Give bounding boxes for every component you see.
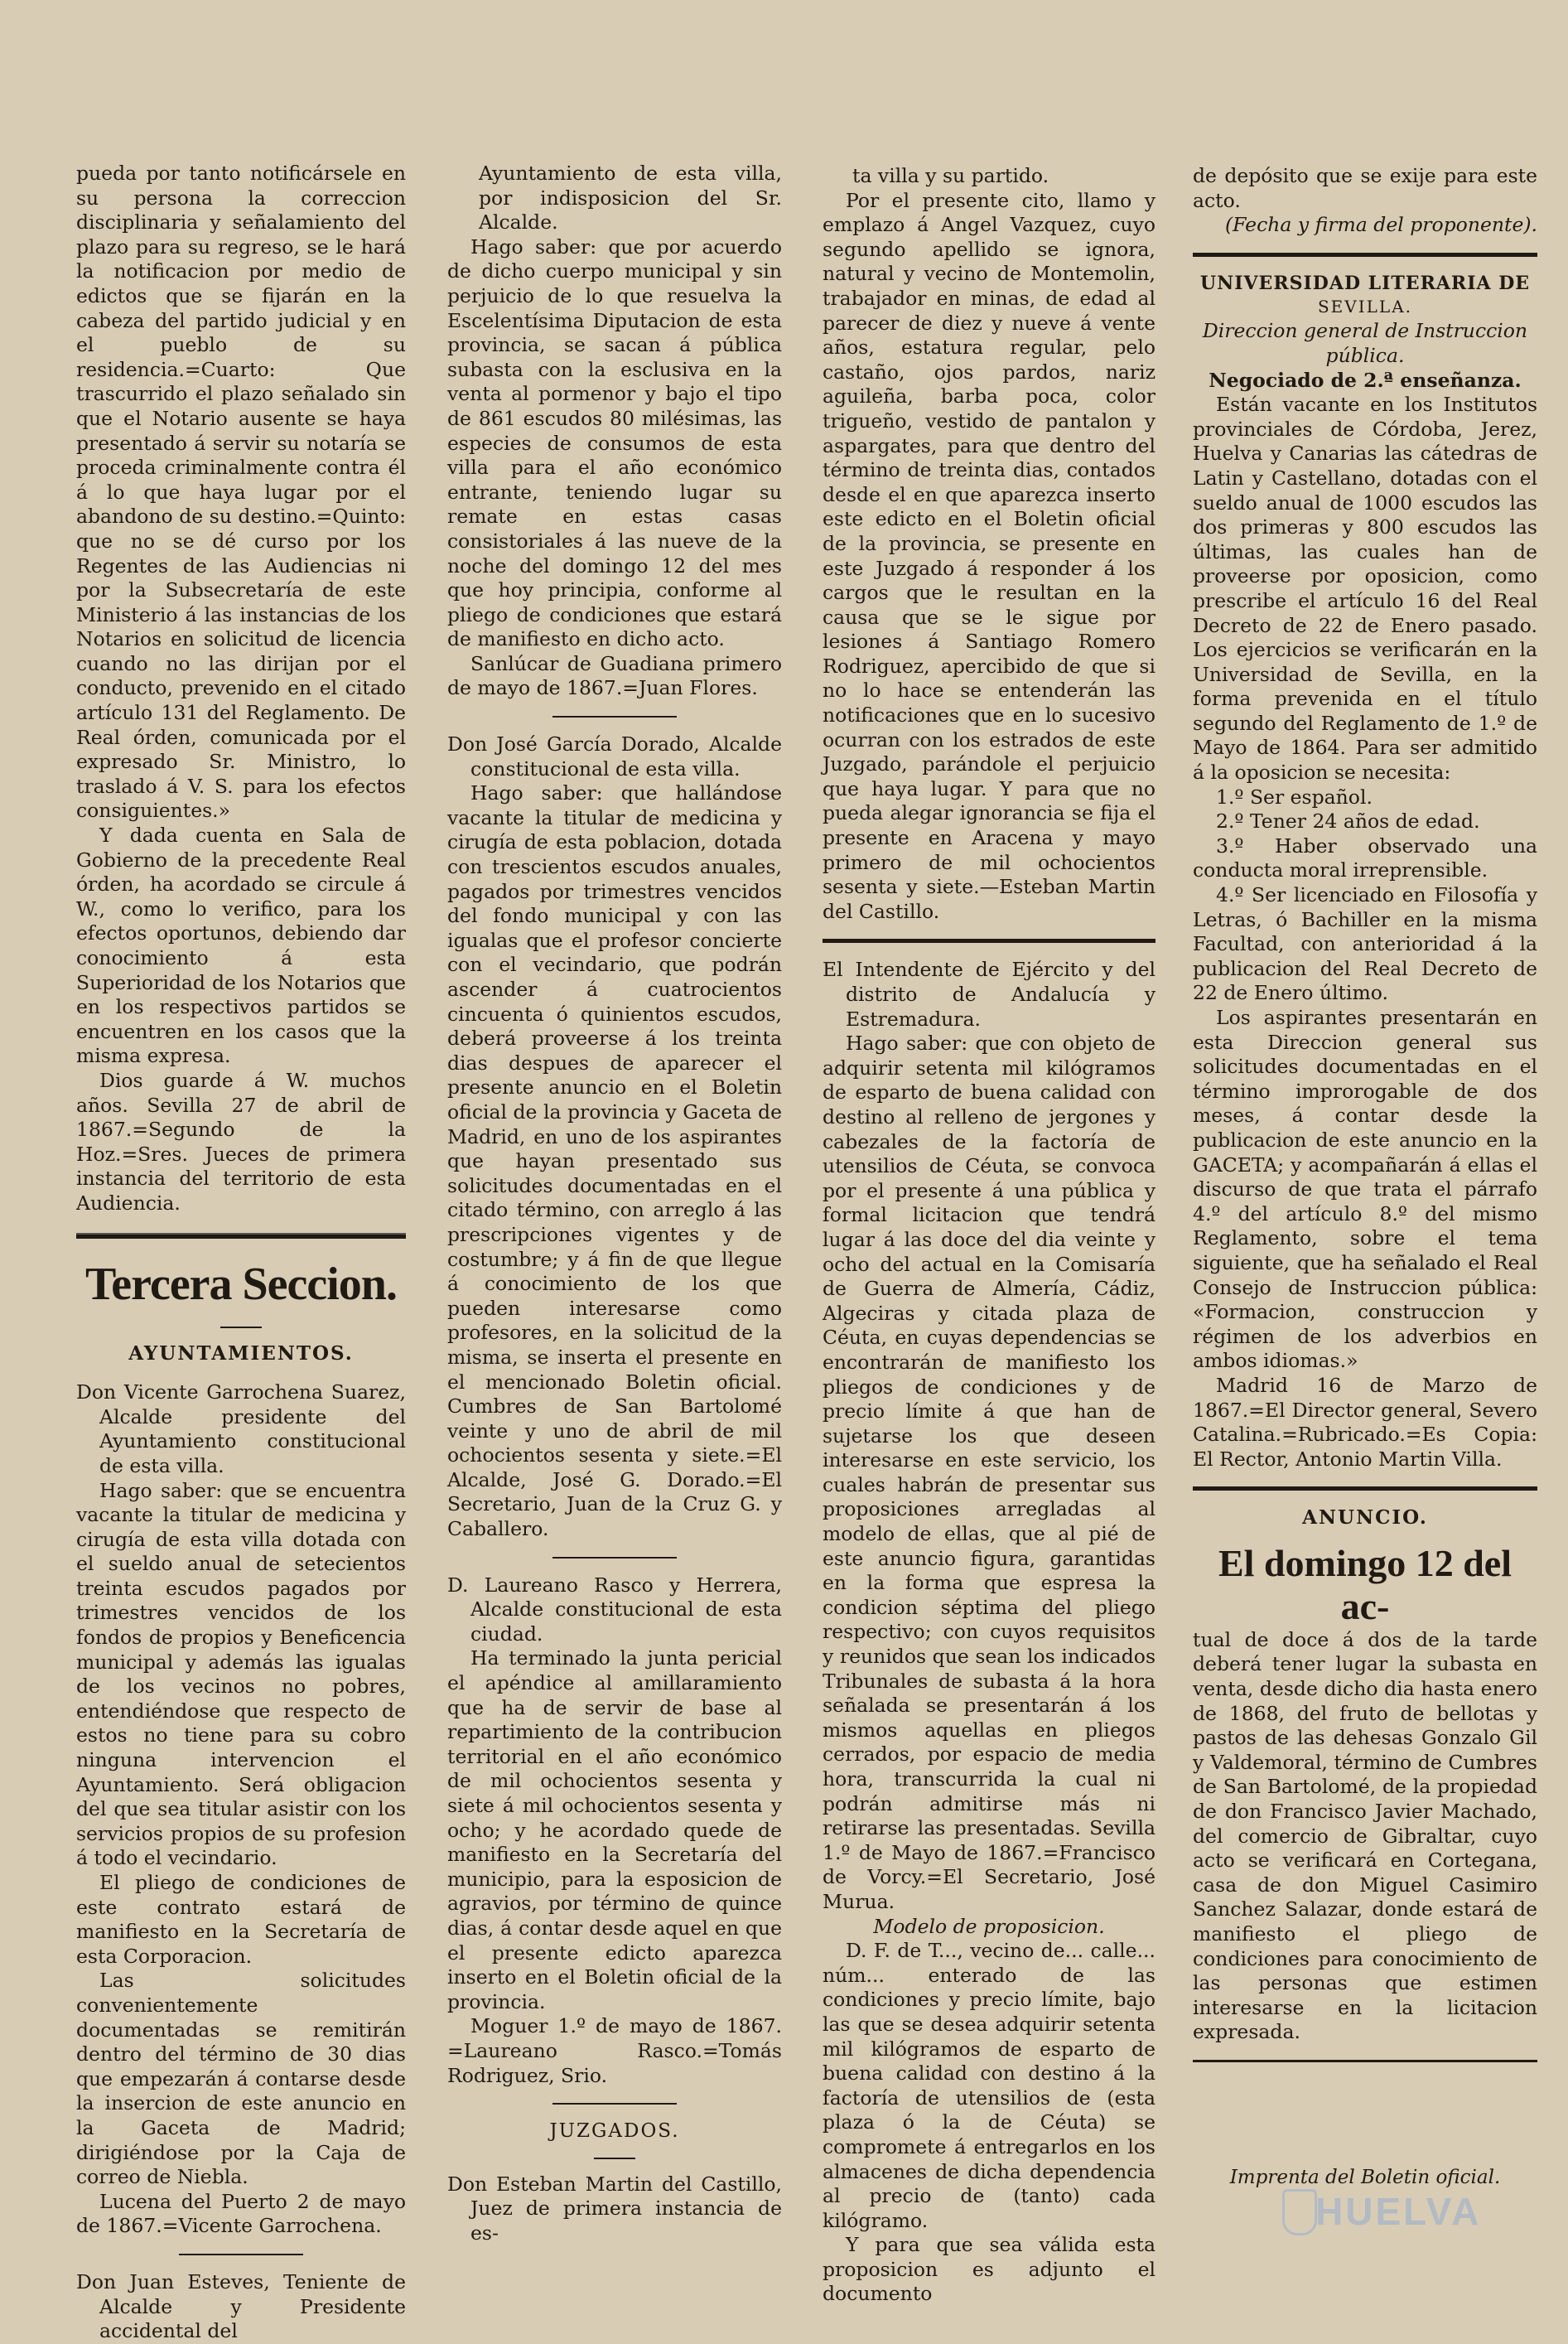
paragraph: Están vacante en los Institutos provinciales de Córdoba, Jerez, Huelva y Canarias las cátedras de Latin y Castellano, dotadas con el sueldo anual de 1000 escudos las dos primeras y 800 escudos las últimas, las cuales han de proveerse por oposicion, como prescribe el artículo 16 del Real Decreto de 22 de Enero pasado. Los ejercicios se verificarán en la Universidad de Sevilla, en la forma prevenida en el título segundo del Reglamento de 1.º de Mayo de 1864. Para ser admitido á la oposicion se necesita:: [1193, 393, 1537, 785]
paragraph: Don José García Dorado, Alcalde constitucional de esta villa.: [447, 732, 782, 781]
divider: [1193, 1486, 1537, 1491]
signature-note: (Fecha y firma del proponente).: [1224, 213, 1537, 237]
section-heading: ANUNCIO.: [1302, 1506, 1428, 1530]
divider: [220, 1327, 262, 1328]
paragraph: Moguer 1.º de mayo de 1867. =Laureano Rasco.=Tomás Rodriguez, Srio.: [447, 2014, 782, 2087]
paragraph: Por el presente cito, llamo y emplazo á Angel Vazquez, cuyo segundo apellido se ignora, natural y vecino de Montemolin, trabajador en minas, de edad al parecer de diez y nueve á vente años, estatura regular, pelo castaño, ojos pardos, nariz aguileña, barba poca, color trigueño, vestido de pantalon y aspargates, para que dentro del término de treinta dias, contados desde el en que aparezca inserto este edicto en el Boletin oficial de la provincia, se presente en este Juzgado á responder á los cargos que le resultan en la causa que se le sigue por lesiones á Santiago Romero Rodriguez, apercibido de que si no lo hace se entenderán las notificaciones que en lo sucesivo ocurran con los estrados de este Juzgado, parándole el perjuicio que haya lugar. Y para que no pueda alegar ignorancia se fija el presente en Aracena y mayo primero de mil ochocientos sesenta y siete.—Esteban Martin del Castillo.: [823, 188, 1155, 923]
divider: [552, 1557, 677, 1559]
paragraph: Ayuntamiento de esta villa, por indisposicion del Sr. Alcalde.: [479, 162, 782, 234]
divider: [594, 2158, 635, 2159]
paragraph: Don Esteban Martin del Castillo, Juez de primera instancia de es-: [447, 2172, 782, 2245]
divider: [1193, 253, 1537, 257]
divider: [179, 2254, 303, 2255]
paragraph: Las solicitudes convenientemente documentadas se remitirán dentro del término de 30 dias que empezarán á contarse desde la insercion de este anuncio en la Gaceta de Madrid; dirigiéndose por la Caja de correo de Niebla.: [76, 1969, 406, 2189]
paragraph: Sanlúcar de Guadiana primero de mayo de 1867.=Juan Flores.: [447, 651, 782, 700]
paragraph: El pliego de condiciones de este contrato estará de manifiesto en la Secretaría de esta Corporacion.: [76, 1871, 406, 1968]
column-1: [76, 162, 406, 2344]
section-heading: AYUNTAMIENTOS.: [128, 1341, 354, 1365]
paragraph: D. F. de T..., vecino de... calle... núm... enterado de las condiciones y precio límite, bajo las que se desea adquirir setenta mil kilógramos de esparto de buena calidad con destino á la factoría de utensilios de (esta plaza ó la de Céuta) se compromete á entregarlos en los almacenes de dicha dependencia al precio de (tanto) cada kilógramo.: [823, 1939, 1155, 2232]
direction-title: Direccion general de Instruccion pública.: [1202, 319, 1528, 367]
paragraph: de depósito que se exije para este acto.: [1193, 164, 1537, 212]
paragraph: Hago saber: que se encuentra vacante la titular de medicina y cirugía de esta villa dotada con el sueldo anual de setecientos treinta escudos pagados por trimestres vencidos de los fondos de propios y Beneficencia municipal y además las igualas de los vecinos no pobres, entendiéndose que respecto de estos no tiene para su cobro ninguna intervencion el Ayuntamiento. Será obligacion del que sea titular asistir con los servicios propios de su profesion á todo el vecindario.: [76, 1478, 406, 1870]
university-title: UNIVERSIDAD LITERARIA DE: [1199, 272, 1531, 294]
divider: [823, 939, 1155, 943]
negociado-title: Negociado de 2.ª enseñanza.: [1209, 368, 1522, 392]
section-heading: JUZGADOS.: [549, 2120, 680, 2143]
paragraph: Madrid 16 de Marzo de 1867.=El Director general, Severo Catalina.=Rubricado.=Es Copia: El Rector, Antonio Martin Villa.: [1193, 1373, 1537, 1471]
paragraph: Lucena del Puerto 2 de mayo de 1867.=Vicente Garrochena.: [76, 2189, 406, 2238]
paragraph: Y dada cuenta en Sala de Gobierno de la precedente Real órden, ha acordado se circule á W., como lo verifico, para los efectos oportunos, debiendo dar conocimiento á esta Superioridad de los Notarios que en los respectivos partidos se encuentren en los casos que la misma expresa.: [76, 824, 406, 1068]
divider: [76, 1233, 406, 1239]
watermark: HUELVA: [1315, 2190, 1482, 2233]
column-3: [823, 164, 1155, 2307]
model-title: Modelo de proposicion.: [873, 1914, 1105, 1938]
announcement-headline: El domingo 12 del ac-: [1218, 1541, 1512, 1627]
paragraph: Dios guarde á W. muchos años. Sevilla 27 de abril de 1867.=Segundo de la Hoz.=Sres. Jueces de primera instancia del territorio de esta Audiencia.: [76, 1068, 406, 1215]
column-4: [1193, 164, 1537, 2077]
divider: [552, 716, 677, 718]
paragraph: Don Juan Esteves, Teniente de Alcalde y Presidente accidental del: [76, 2269, 406, 2343]
paragraph: ta villa y su partido.: [852, 164, 1049, 187]
requirement: 4.º Ser licenciado en Filosofía y Letras, ó Bachiller en la misma Facultad, con anterioridad á la publicacion del Real Decreto de 22 de Enero último.: [1193, 883, 1537, 1005]
requirement: 1.º Ser español.: [1216, 785, 1373, 809]
divider: [552, 2103, 677, 2105]
section-title: Tercera Seccion.: [85, 1258, 397, 1310]
paragraph: Hago saber: que por acuerdo de dicho cuerpo municipal y sin perjuicio de lo que resuelva la Escelentísima Diputacion de esta provincia, se sacan á pública subasta con la esclusiva en la venta al pormenor y bajo el tipo de 861 escudos 80 milésimas, las especies de consumos de esta villa para el año económico entrante, teniendo lugar su remate en estas casas consistoriales á las nueve de la noche del domingo 12 del mes que hoy principia, conforme al pliego de condiciones que estará de manifiesto en dicho acto.: [447, 234, 782, 651]
paragraph: Ha terminado la junta pericial el apéndice al amillaramiento que ha de servir de base al repartimiento de la contribucion territorial en el año económico de mil ochocientos sesenta y siete á mil ochocientos sesenta y ocho; y he acordado quede de manifiesto en la Secretaría del municipio, para la esposicion de agravios, por término de quince dias, á contar desde aquel en que el presente edicto aparezca inserto en el Boletin oficial de la provincia.: [447, 1646, 782, 2013]
paragraph: Don Vicente Garrochena Suarez, Alcalde presidente del Ayuntamiento constitucional de esta villa.: [76, 1380, 406, 1477]
crest-icon: [1282, 2189, 1317, 2235]
paragraph: El Intendente de Ejército y del distrito de Andalucía y Estremadura.: [823, 958, 1155, 1031]
paragraph: pueda por tanto notificársele en su persona la correccion disciplinaria y señalamiento del plazo para su regreso, se le hará la notificacion por medio de edictos que se fijarán en la cabeza del partido judicial y en el pueblo de su residencia.=Cuarto: Que trascurrido el plazo señalado sin que el Notario ausente se haya presentado á servir su notaría se proceda criminalmente contra él á lo que haya lugar por el abandono de su destino.=Quinto: que no se dé curso por los Regentes de las Audiencias ni por la Subsecretaría de este Ministerio á las instancias de los Notarios en solicitud de licencia cuando no las dirijan por el conducto, prevenido en el citado artículo 131 del Reglamento. De Real órden, comunicada por el expresado Sr. Ministro, lo traslado á V. S. para los efectos consiguientes.»: [76, 162, 406, 823]
paragraph: Los aspirantes presentarán en esta Direccion general sus solicitudes documentadas en el término improrogable de dos meses, á contar desde la publicacion de este anuncio en la GACETA; y acompañarán á ellas el discurso de que trata el párrafo 4.º del artículo 8.º del mismo Reglamento, sobre el tema siguiente, que ha señalado el Real Consejo de Instruccion pública: «Formacion, construccion y régimen de los adverbios en ambos idiomas.»: [1193, 1006, 1537, 1373]
requirement: 3.º Haber observado una conducta moral irreprensible.: [1193, 834, 1537, 882]
divider: [1193, 2060, 1537, 2062]
requirement: 2.º Tener 24 años de edad.: [1216, 810, 1480, 834]
paragraph: Hago saber: que hallándose vacante la titular de medicina y cirugía de esta poblacion, dotada con trescientos escudos anuales, pagados por trimestres vencidos del fondo municipal y con las igualas que el profesor concierte con el vecindario, que podrán ascender á cuatrocientos cincuenta ó quinientos escudos, deberá proveerse á los treinta dias despues de aparecer el presente anuncio en el Boletin oficial de la provincia y Gaceta de Madrid, en uno de los aspirantes que hayan presentado sus solicitudes documentadas en el citado término, con arreglo á las prescripciones vigentes y de costumbre; y á fin de que llegue á conocimiento de los que pueden interesarse como profesores, en la solicitud de la misma, se inserta el presente en el mencionado Boletin oficial. Cumbres de San Bartolomé veinte y uno de abril de mil ochocientos sesenta y siete.=El Alcalde, José G. Dorado.=El Secretario, Juan de la Cruz G. y Caballero.: [447, 781, 782, 1541]
paragraph: tual de doce á dos de la tarde deberá tener lugar la subasta en venta, desde dicho dia hasta enero de 1868, del fruto de bellotas y pastos de las dehesas Gonzalo Gil y Valdemoral, término de Cumbres de San Bartolomé, de la propiedad de don Francisco Javier Machado, del comercio de Gibraltar, cuyo acto se verificará en Cortegana, casa de don Miguel Casimiro Sanchez Salazar, donde estará de manifiesto el pliego de condiciones para conocimiento de las personas que estimen interesarse en la licitacion expresada.: [1193, 1627, 1537, 2044]
column-2: [447, 162, 782, 2246]
paragraph: Y para que sea válida esta proposicion es adjunto el documento: [823, 2233, 1155, 2306]
university-city: SEVILLA.: [1317, 296, 1412, 317]
paragraph: D. Laureano Rasco y Herrera, Alcalde constitucional de esta ciudad.: [447, 1573, 782, 1646]
printer-credit: Imprenta del Boletin oficial.: [1229, 2167, 1501, 2188]
paragraph: Hago saber: que con objeto de adquirir setenta mil kilógramos de esparto de buena calidad con destino al relleno de jergones y cabezales de la factoría de utensilios de Céuta, se convoca por el presente á una pública y formal licitacion que tendrá lugar á las doce del dia veinte y ocho del actual en la Comisaría de Guerra de Almería, Cádiz, Algeciras y citada plaza de Céuta, en cuyas dependencias se encontrarán de manifiesto los pliegos de condiciones y de precio límite á que han de sujetarse los que deseen interesarse en este servicio, los cuales habrán de presentar sus proposiciones arregladas al modelo de ellas, que al pié de este anuncio figura, garantidas en la forma que espresa la condicion séptima del pliego respectivo; con cuyos requisitos y reunidos que sean los indicados Tribunales de subasta á la hora señalada se presentarán á los mismos aquellas en pliegos cerrados, por espacio de media hora, transcurrida la cual ni podrán admitirse más ni retirarse las presentadas. Sevilla 1.º de Mayo de 1867.=Francisco de Vorcy.=El Secretario, José Murua.: [823, 1032, 1155, 1913]
